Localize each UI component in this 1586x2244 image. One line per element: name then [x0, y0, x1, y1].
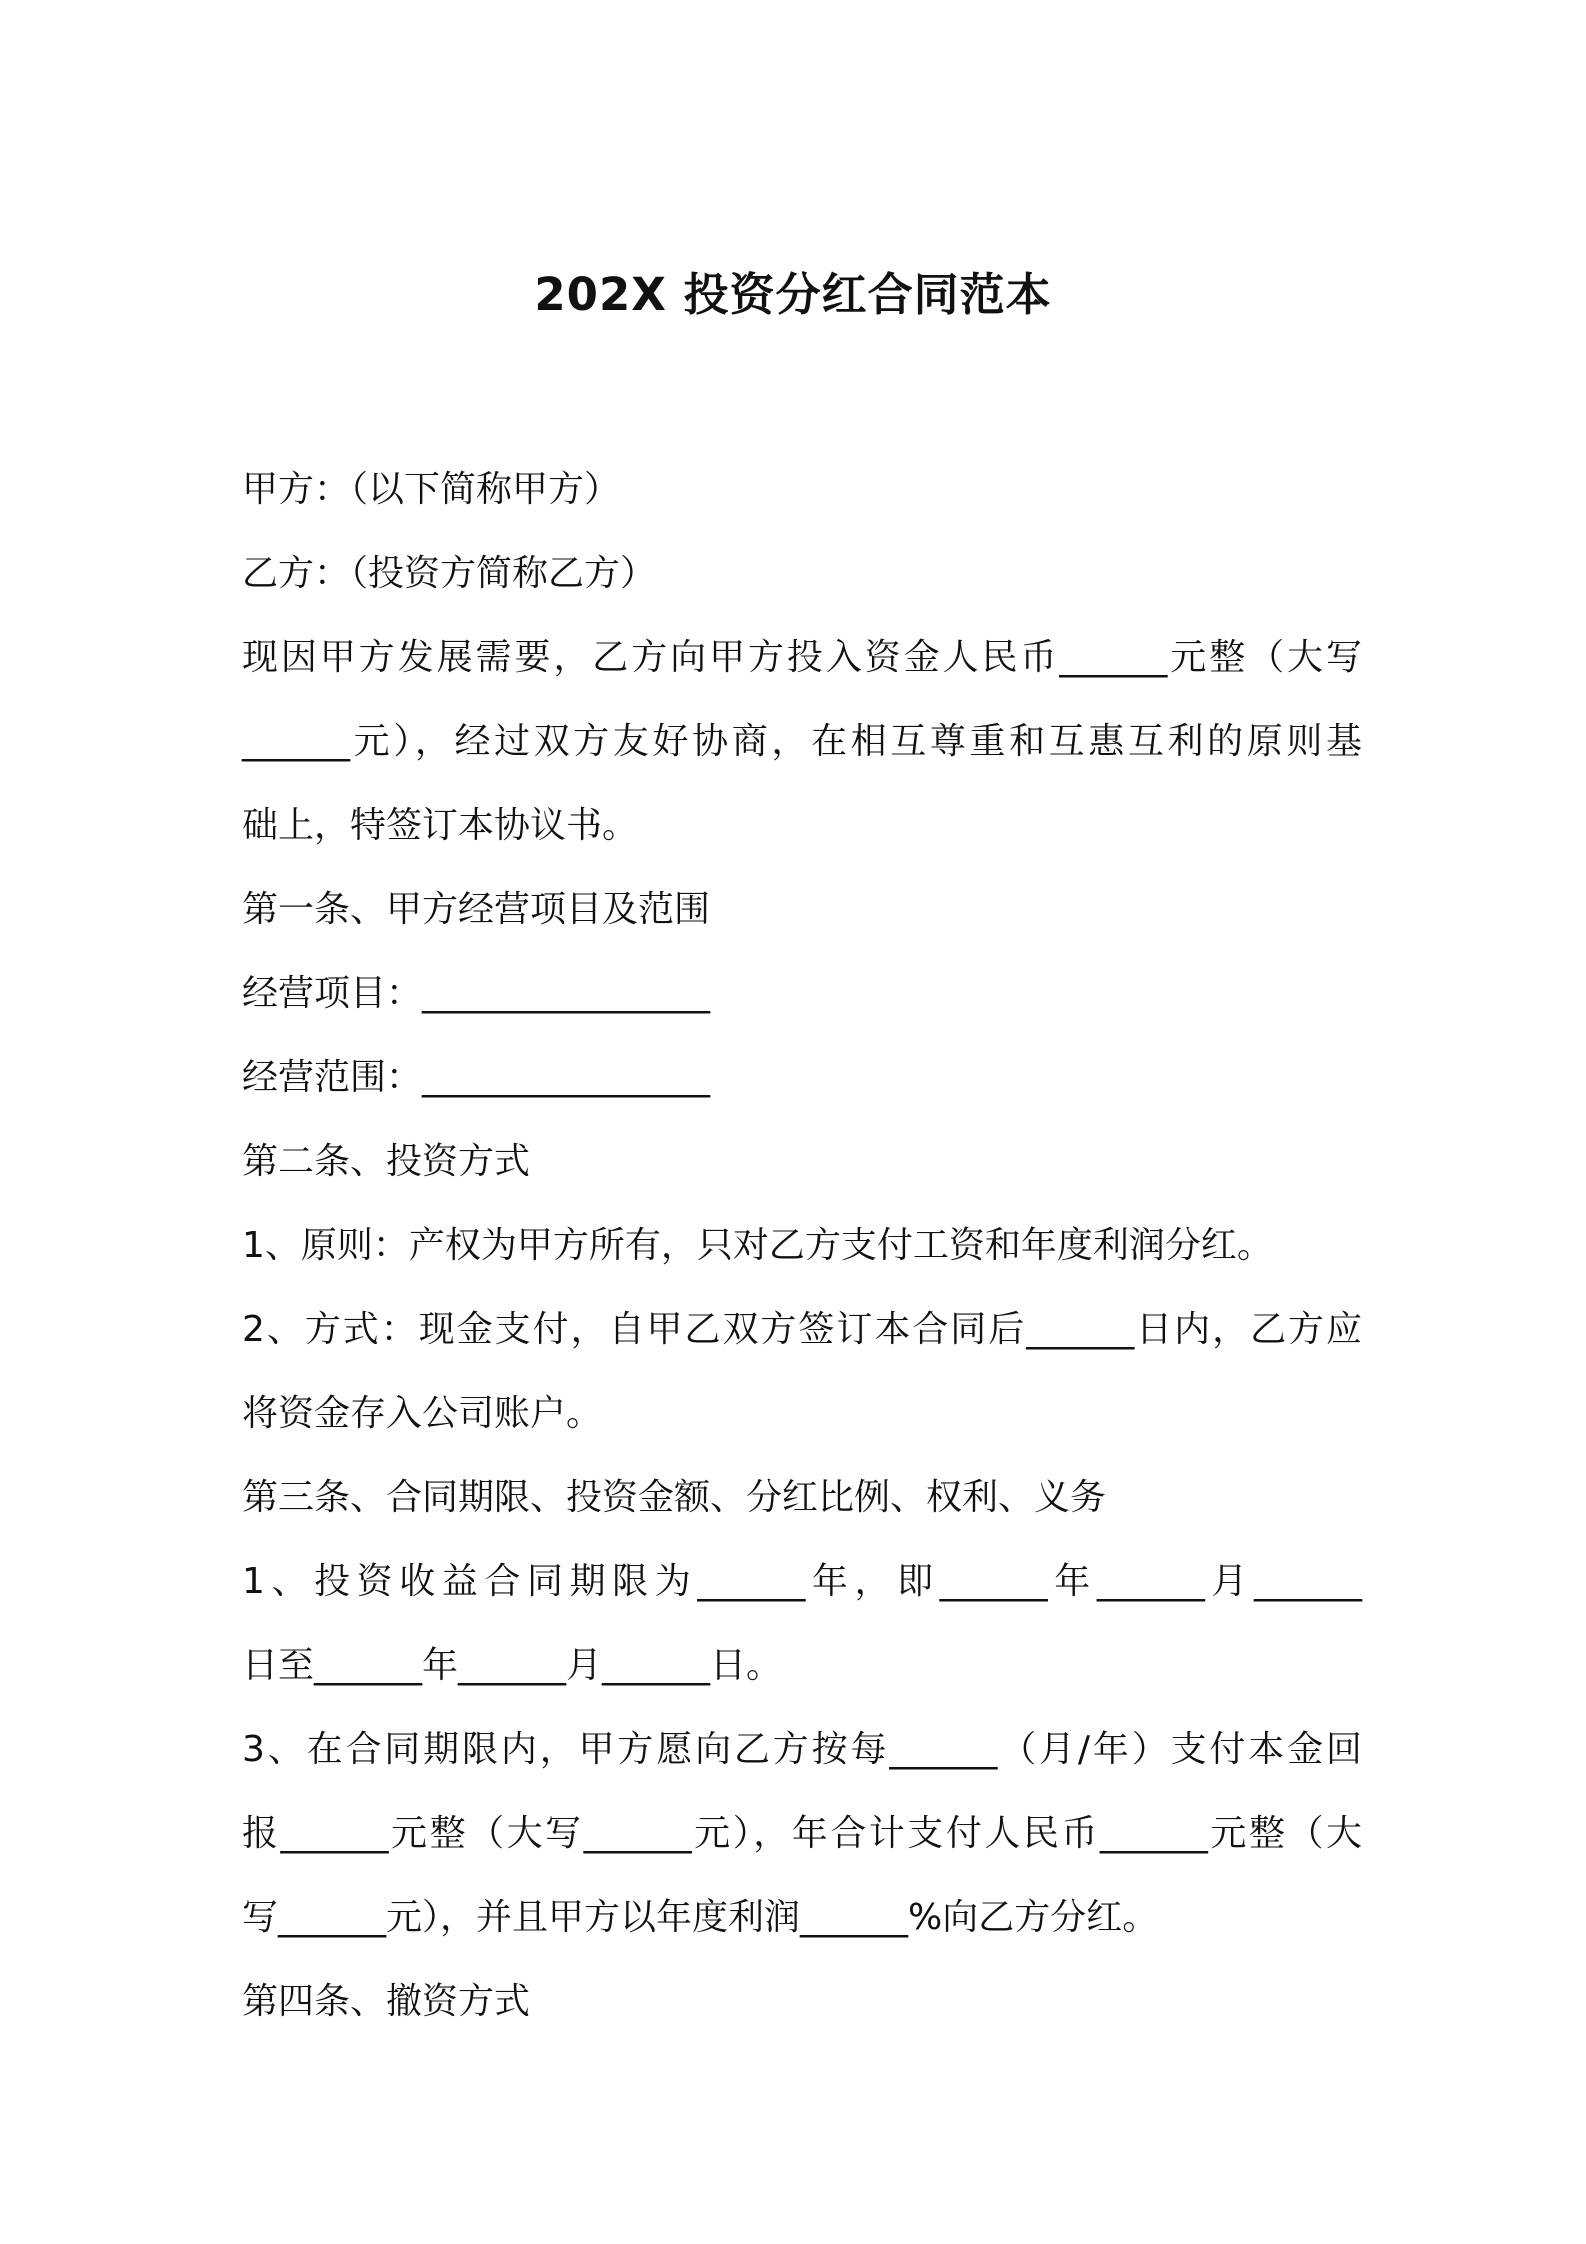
- body-line: ______元），经过双方友好协商，在相互尊重和互惠互利的原则基: [242, 721, 1362, 762]
- body-line: 写______元），并且甲方以年度利润______%向乙方分红。: [242, 1897, 1159, 1938]
- body-line: 第一条、甲方经营项目及范围: [242, 889, 711, 930]
- body-line: 经营范围：________________: [242, 1057, 711, 1098]
- body-line: 1、投资收益合同期限为______年，即______年______月______: [242, 1561, 1362, 1602]
- body-line: 甲方：（以下简称甲方）: [242, 469, 621, 510]
- body-line: 报______元整（大写______元），年合计支付人民币______元整（大: [242, 1813, 1362, 1854]
- body-line: 第三条、合同期限、投资金额、分红比例、权利、义务: [242, 1477, 1107, 1518]
- body-line: 第二条、投资方式: [242, 1141, 531, 1182]
- body-line: 现因甲方发展需要，乙方向甲方投入资金人民币______元整（大写: [242, 637, 1362, 678]
- document-body: [242, 448, 1362, 2044]
- body-line: 1、原则：产权为甲方所有，只对乙方支付工资和年度利润分红。: [242, 1225, 1273, 1266]
- body-line: 础上，特签订本协议书。: [242, 805, 639, 846]
- body-line: 乙方：（投资方简称乙方）: [242, 553, 657, 594]
- body-line: 3、在合同期限内，甲方愿向乙方按每______（月/年）支付本金回: [242, 1729, 1362, 1770]
- body-line: 第四条、撤资方式: [242, 1981, 531, 2022]
- body-line: 经营项目：________________: [242, 973, 711, 1014]
- body-line: 2、方式：现金支付，自甲乙双方签订本合同后______日内，乙方应: [242, 1309, 1362, 1350]
- body-line: 将资金存入公司账户。: [242, 1393, 603, 1434]
- body-line: 日至______年______月______日。: [242, 1645, 783, 1686]
- document-title: 202X 投资分红合同范本: [534, 268, 1052, 321]
